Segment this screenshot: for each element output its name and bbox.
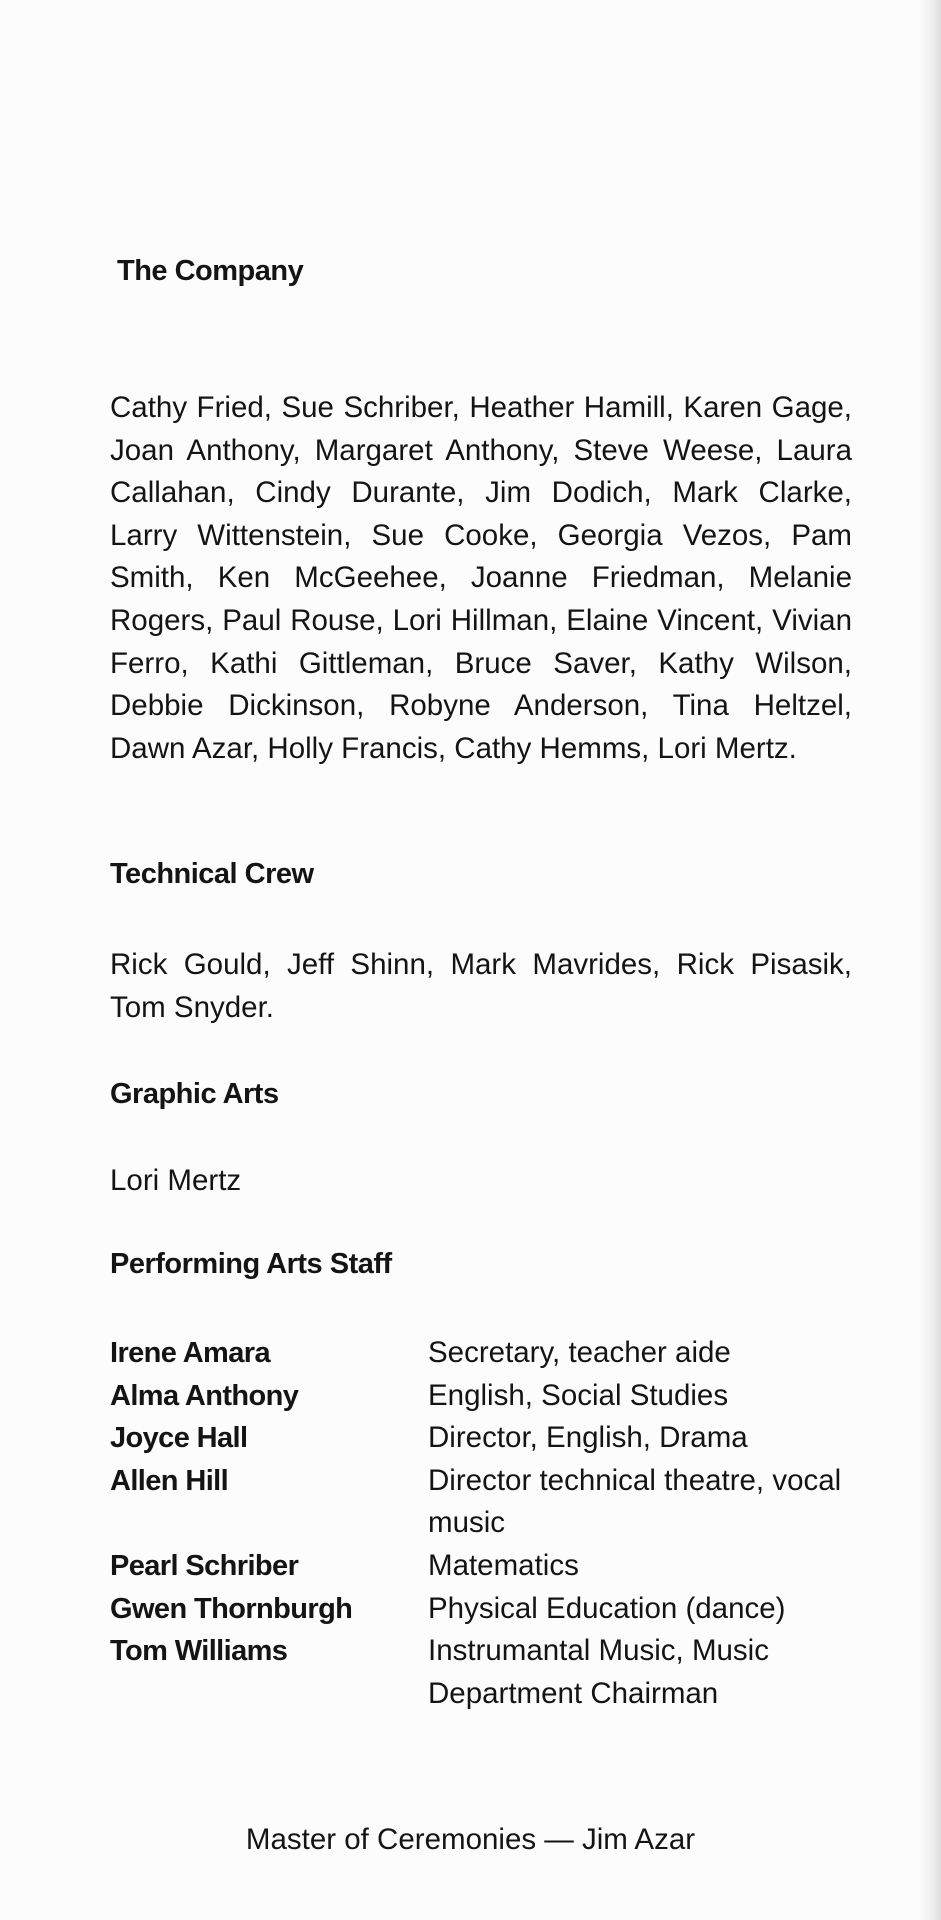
staff-role: Matematics: [428, 1548, 579, 1582]
company-names: Cathy Fried, Sue Schriber, Heather Hamill, Karen Gage, Joan Anthony, Margaret Anthony, Steve Weese, Laura Callahan, Cindy Durante, Jim Dodich, Mark Clarke, Larry Wittenstein, Sue Cooke, Georgia Vezos, Pam Smith, Ken McGeehee, Joanne Friedman, Melanie Rogers, Paul Rouse, Lori Hillman, Elaine Vincent, Vivian Ferro, Kathi Gittleman, Bruce Saver, Kathy Wilson, Debbie Dickinson, Robyne Anderson, Tina Heltzel, Dawn Azar, Holly Francis, Cathy Hemms, Lori Mertz.: [110, 391, 852, 765]
staff-name: Pearl Schriber: [110, 1549, 299, 1582]
staff-role: Director, English, Drama: [428, 1421, 748, 1455]
staff-role: Director technical theatre, vocal music: [428, 1463, 842, 1540]
staff-row: [110, 1630, 850, 1715]
company-heading: The Company: [117, 255, 304, 287]
staff-row: [110, 1588, 850, 1631]
staff-row: [110, 1460, 850, 1545]
staff-name: Joyce Hall: [110, 1422, 248, 1455]
staff-role: English, Social Studies: [428, 1378, 729, 1412]
staff-name: Irene Amara: [110, 1337, 270, 1369]
staff-name: Tom Williams: [110, 1635, 288, 1668]
staff-name: Allen Hill: [110, 1464, 229, 1497]
staff-row: [110, 1417, 850, 1460]
staff-role: Physical Education (dance): [428, 1591, 786, 1625]
staff-heading: Performing Arts Staff: [110, 1248, 392, 1280]
staff-table: [110, 1332, 850, 1715]
staff-role: Instrumantal Music, Music Department Chairman: [428, 1634, 769, 1710]
staff-name: Gwen Thornburgh: [110, 1592, 353, 1625]
graphic-arts-heading: Graphic Arts: [110, 1078, 279, 1110]
graphic-arts-names: Lori Mertz: [110, 1164, 242, 1197]
staff-row: [110, 1545, 850, 1588]
page-edge-shadow: [919, 0, 941, 1920]
technical-crew-names: Rick Gould, Jeff Shinn, Mark Mavrides, Rick Pisasik, Tom Snyder.: [110, 948, 852, 1024]
master-of-ceremonies: Master of Ceremonies — Jim Azar: [245, 1823, 696, 1856]
staff-role: Secretary, teacher aide: [428, 1336, 731, 1369]
staff-name: Alma Anthony: [110, 1379, 299, 1412]
staff-row: [110, 1332, 850, 1375]
staff-row: [110, 1375, 850, 1418]
technical-crew-heading: Technical Crew: [110, 858, 314, 890]
